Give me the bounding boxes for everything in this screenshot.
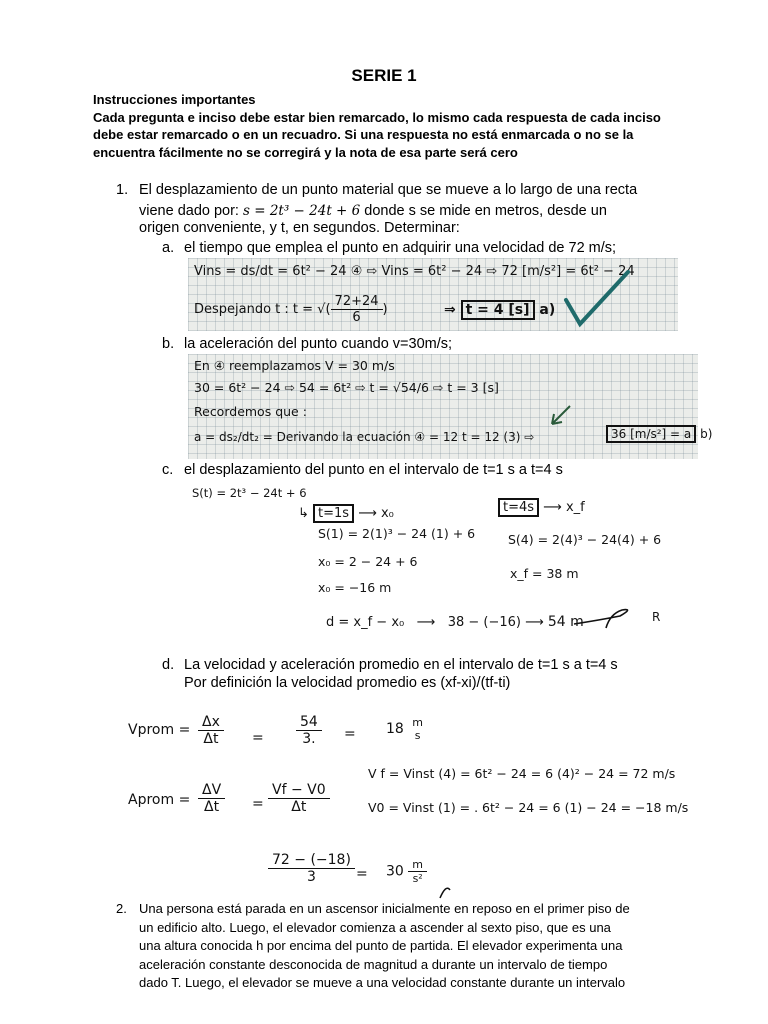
hw-b-tag: b)	[700, 427, 713, 441]
hw-d-equals: =	[252, 730, 264, 746]
page-title: SERIE 1	[351, 66, 417, 85]
hw-a-result: t = 4 [s]	[461, 300, 535, 320]
subquestion-letter: c.	[162, 462, 174, 478]
displacement-equation: s = 2t³ − 24t + 6	[243, 202, 361, 219]
hw-d-aprom-result	[386, 858, 427, 885]
hw-b-line-1: En ④ reemplazamos V = 30 m/s	[194, 358, 395, 373]
hw-d-v0-line: V0 = Vinst (1) = . 6t² − 24 = 6 (1) − 24 = −18 m/s	[368, 800, 689, 815]
hw-c-x0-value: x₀ = −16 m	[318, 580, 392, 595]
question-1-line-3: origen conveniente, y t, en segundos. Determinar:	[139, 220, 460, 236]
hw-c-xf-symbol: x_f	[565, 500, 585, 515]
hw-c-d-formula: d = x_f − x₀ ⟶ 38 − (−16) ⟶ 54 m	[326, 614, 584, 630]
hw-d-aprom-frac-1	[198, 782, 225, 815]
question-number: 2.	[116, 901, 127, 916]
frac-den: Δt	[203, 731, 219, 747]
hw-a-result-group: ⇒ t = 4 [s] a)	[444, 302, 556, 318]
frac-num: Δx	[198, 714, 224, 731]
hw-b-line-4: a = ds₂/dt₂ = Derivando la ecuación ④ = 12 t = 12 (3) ⇨	[194, 430, 535, 444]
hw-d-vprom-result	[386, 716, 427, 742]
check-mark-icon	[188, 258, 678, 331]
hw-c-s1: S(1) = 2(1)³ − 24 (1) + 6	[318, 526, 476, 541]
instructions-block	[93, 91, 683, 161]
subquestion-a-text: el tiempo que emplea el punto en adquirir una velocidad de 72 m/s;	[184, 240, 617, 256]
hw-c-d-result: 54 m	[547, 614, 584, 630]
hw-c-d: d = x_f − x₀	[326, 615, 405, 630]
subquestion-d-text: La velocidad y aceleración promedio en el intervalo de t=1 s a t=4 s	[184, 657, 618, 673]
result-value: 18	[386, 721, 404, 737]
frac-num: 72 − (−18)	[268, 852, 355, 869]
hw-c-x0-calc: x₀ = 2 − 24 + 6	[318, 554, 418, 569]
subquestion-letter: a.	[162, 240, 175, 256]
hw-d-aprom-calc	[268, 852, 355, 885]
question-1-line-1: El desplazamiento de un punto material que se mueve a lo largo de una recta	[139, 182, 638, 198]
question-1-line-2-post: donde s se mide en metros, desde un	[360, 202, 607, 219]
hw-d-vprom: Vprom =	[128, 722, 191, 738]
hw-d-equals: =	[356, 866, 368, 882]
hw-a-frac-num: 72+24	[331, 294, 383, 310]
question-2-line-1: Una persona está parada en un ascensor inicialmente en reposo en el primer piso de	[139, 901, 630, 916]
frac-den: Δt	[291, 799, 307, 815]
subquestion-letter: d.	[162, 657, 175, 673]
hw-c-r: R	[652, 610, 661, 624]
unit-num: m	[408, 858, 427, 872]
hw-d-vprom-frac-1	[198, 714, 224, 747]
unit-num: m	[412, 716, 423, 729]
hw-a-frac-den: 6	[352, 310, 361, 325]
hw-b-line-3: Recordemos que :	[194, 404, 307, 419]
subquestion-letter: b.	[162, 336, 175, 352]
hw-c-t1-group: ↳ t=1s ⟶ x₀	[298, 506, 394, 521]
pen-stroke-icon	[436, 880, 456, 900]
hw-d-equals: =	[344, 726, 356, 742]
frac-num: ΔV	[198, 782, 225, 799]
hw-d-vprom-frac-2	[296, 714, 322, 747]
question-2-line-3: una altura conocida h por encima del punto de partida. El elevador experimenta una	[139, 938, 623, 953]
hw-a-line-1: Vins = ds/dt = 6t² − 24 ④ ⇨ Vins = 6t² − 24 ⇨ 72 [m/s²] = 6t² − 24	[194, 264, 635, 279]
frac-den: 3	[307, 869, 316, 885]
hw-d-vf-line: V f = Vinst (4) = 6t² − 24 = 6 (4)² − 24 = 72 m/s	[368, 766, 676, 781]
question-2-line-4: aceleración constante desconocida de magnitud a durante un intervalo de tiempo	[139, 956, 608, 972]
subquestion-c-text: el desplazamiento del punto en el intervalo de t=1 s a t=4 s	[184, 462, 563, 478]
arrow-icon	[188, 354, 698, 459]
frac-den: 3.	[302, 731, 316, 747]
hw-d-equals: =	[252, 796, 264, 812]
subquestion-b-text: la aceleración del punto cuando v=30m/s;	[184, 336, 453, 352]
subquestion-d-definition: Por definición la velocidad promedio es (xf-xi)/(tf-ti)	[184, 675, 511, 691]
hw-c-position-eq: S(t) = 2t³ − 24t + 6	[192, 486, 307, 500]
hw-d-aprom: Aprom =	[128, 792, 191, 808]
hw-a-line-2: Despejando t : t = √( $\frac{72+24}{6}$ )	[194, 294, 388, 325]
underline-swirl-icon	[560, 602, 640, 632]
hw-a-line-2-pre: Despejando t : t = √(	[194, 302, 331, 317]
frac-num: Vf − V0	[268, 782, 330, 799]
hw-c-t4: t=4s	[498, 498, 539, 517]
hw-c-s4: S(4) = 2(4)³ − 24(4) + 6	[508, 532, 662, 547]
hw-c-d-calc: 38 − (−16)	[447, 615, 521, 630]
unit-den: s	[414, 729, 421, 742]
hw-d-aprom-frac-2	[268, 782, 330, 815]
instructions-body: Cada pregunta e inciso debe estar bien remarcado, lo mismo cada respuesta de cada inciso debe estar remarcado o en un recuadro. Si una respuesta no está enmarcada o no se la encuentra fácilmente no se corregirá y la nota de esa parte será cero	[93, 109, 661, 160]
instructions-heading: Instrucciones importantes	[93, 92, 256, 107]
result-value: 30	[386, 863, 404, 880]
hw-c-t4-group: t=4s ⟶ x_f	[498, 500, 585, 515]
handwritten-photo-a	[188, 258, 678, 331]
hw-b-line-2: 30 = 6t² − 24 ⇨ 54 = 6t² ⇨ t = √54/6 ⇨ t = 3 [s]	[194, 380, 499, 395]
question-2-line-2: un edificio alto. Luego, el elevador comienza a ascender al sexto piso, que es una	[139, 919, 611, 935]
hw-c-xf-value: x_f = 38 m	[510, 566, 579, 581]
question-2-line-5: dado T. Luego, el elevador se mueve a una velocidad constante durante un intervalo	[139, 975, 626, 990]
question-1-line-2	[139, 203, 699, 221]
hw-a-tag: a)	[539, 302, 556, 318]
hw-c-x0-symbol: x₀	[380, 506, 394, 521]
hw-c-t1: t=1s	[313, 504, 354, 523]
handwritten-photo-b	[188, 354, 713, 459]
question-1-line-2-pre: viene dado por:	[139, 202, 243, 219]
hw-b-result: 36 [m/s²] = a	[606, 425, 696, 443]
frac-num: 54	[296, 714, 322, 731]
question-number: 1.	[116, 182, 129, 198]
unit-den: s²	[412, 872, 423, 885]
frac-den: Δt	[204, 799, 220, 815]
